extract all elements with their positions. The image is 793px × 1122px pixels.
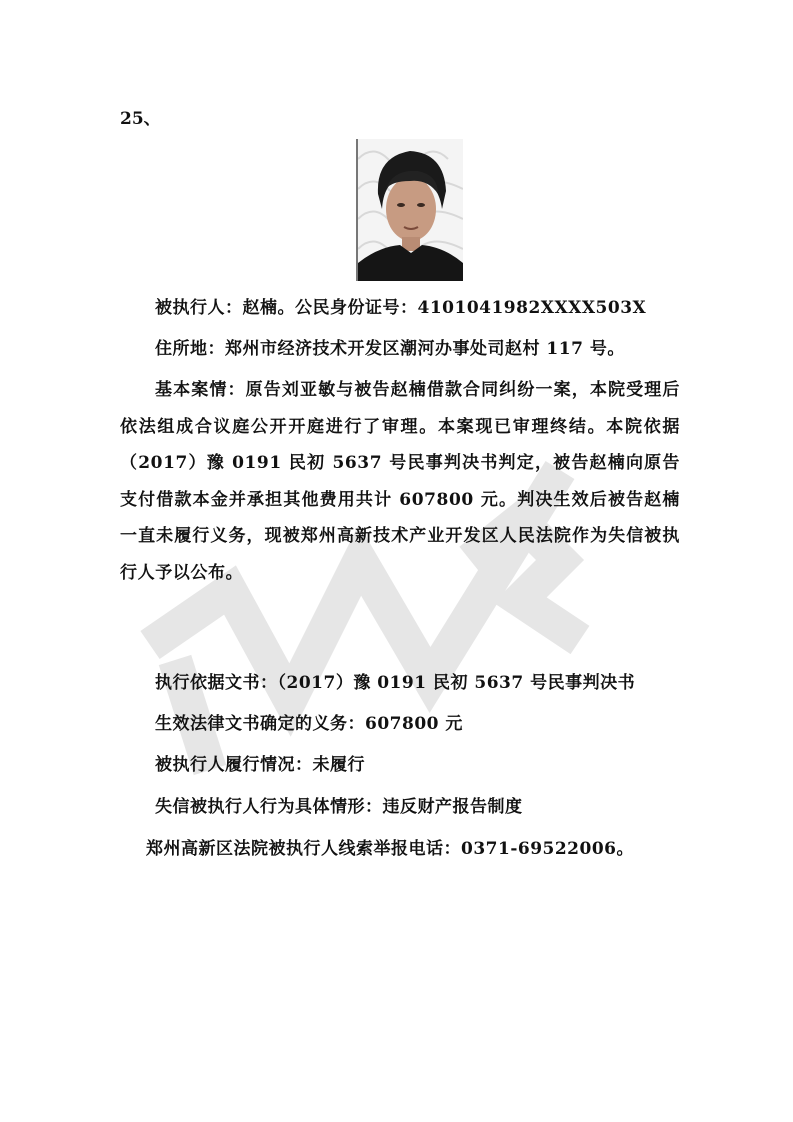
basis-document-line: 执行依据文书：（2017）豫 0191 民初 5637 号民事判决书	[155, 673, 636, 693]
address-line: 住所地：郑州市经济技术开发区潮河办事处司赵村 117 号。	[155, 339, 625, 359]
person-photo	[356, 139, 463, 281]
case-summary: 基本案情：原告刘亚敏与被告赵楠借款合同纠纷一案，本院受理后依法组成合议庭公开开庭进行了审理。本案现已审理终结。本院依据（2017）豫 0191 民初 5637 号民事判决书判定，被告赵楠向原告支付借款本金并承担其他费用共计 607800 元。判决生效后被告赵楠一直未履行义务，现被郑州高新技术产业开发区人民法院作为失信被执行人予以公布。	[120, 380, 680, 583]
name-id-line: 被执行人：赵楠。公民身份证号：4101041982XXXX503X	[155, 298, 647, 318]
obligation-line: 生效法律文书确定的义务：607800 元	[155, 714, 463, 734]
performance-status-line: 被执行人履行情况：未履行	[155, 755, 365, 775]
dishonest-behavior-line: 失信被执行人行为具体情形：违反财产报告制度	[155, 797, 523, 817]
hotline-line: 郑州高新区法院被执行人线索举报电话：0371-69522006。	[146, 839, 634, 859]
item-number: 25、	[120, 109, 161, 129]
portrait-image	[358, 139, 463, 281]
